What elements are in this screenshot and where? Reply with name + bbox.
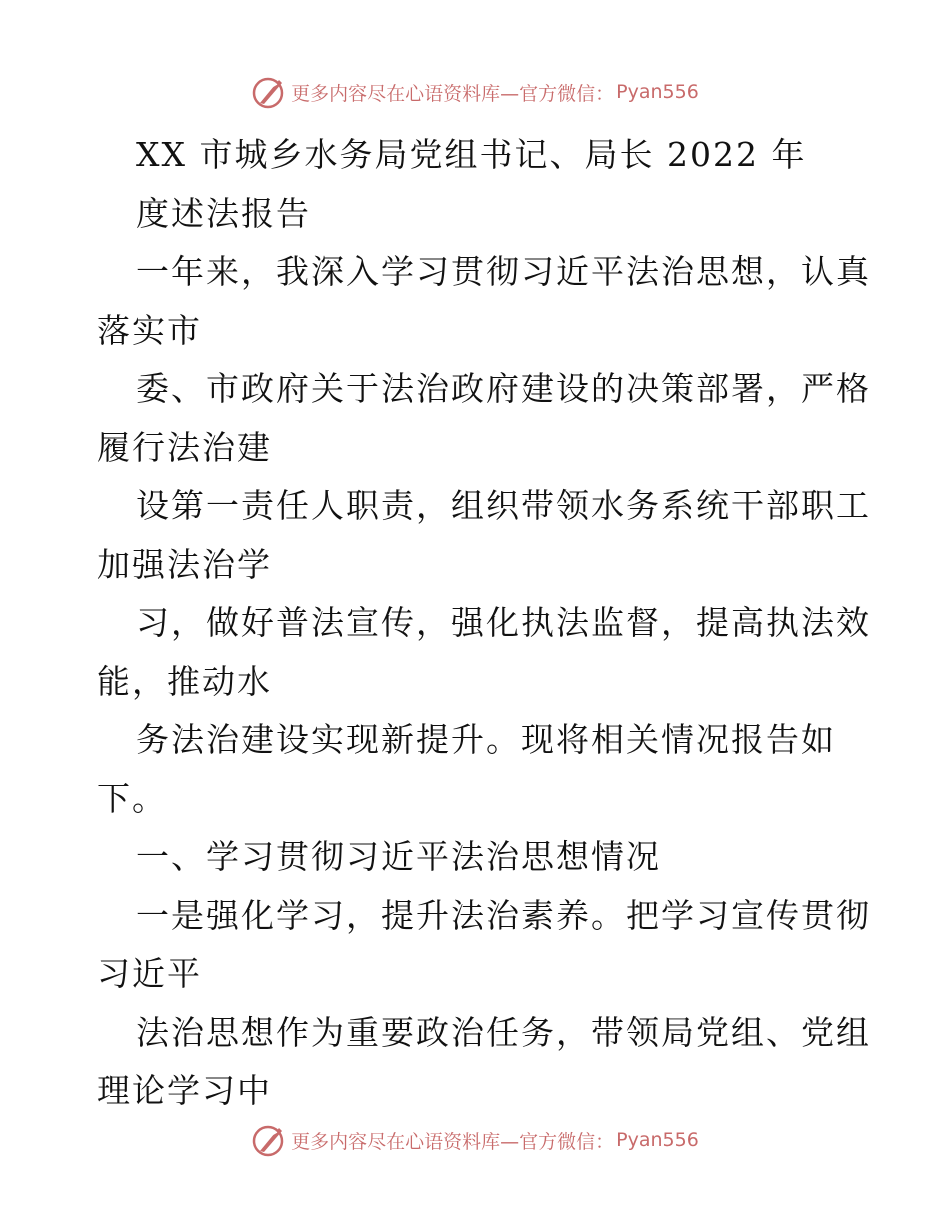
watermark-wechat-id: Pyan556 (616, 1129, 699, 1151)
text-line: 习，做好普法宣传，强化执法监督，提高执法效 (136, 603, 871, 642)
header-watermark (0, 70, 950, 114)
text-line: 下。 (97, 778, 167, 818)
footer-watermark (0, 1118, 950, 1162)
text-line: 加强法治学 (97, 544, 272, 584)
text-line: 习近平 (97, 954, 202, 993)
text-line: 一是强化学习，提升法治素养。把学习宣传贯彻 (136, 895, 871, 935)
text-line: 履行法治建 (97, 427, 272, 467)
watermark-wechat-id: Pyan556 (616, 81, 699, 103)
text-line: 法治思想作为重要政治任务，带领局党组、党组 (136, 1012, 871, 1052)
section-heading: 一、学习贯彻习近平法治思想情况 (136, 837, 661, 876)
text-line: 能，推动水 (97, 661, 272, 701)
watermark-text: 更多内容尽在心语资料库—官方微信： (291, 1130, 615, 1153)
text-line: 务法治建设实现新提升。现将相关情况报告如 (136, 720, 836, 759)
title-line-2: 度述法报告 (136, 193, 311, 233)
text-line: 一年来，我深入学习贯彻习近平法治思想，认真 (136, 252, 871, 291)
quill-pen-logo-icon (251, 74, 287, 110)
text-line: 设第一责任人职责，组织带领水务系统干部职工 (136, 486, 871, 525)
document-body (0, 126, 950, 1121)
quill-pen-logo-icon (251, 1122, 287, 1158)
title-line-1: XX 市城乡水务局党组书记、局长 2022 年 (136, 135, 807, 174)
text-line: 落实市 (97, 310, 202, 350)
watermark-text: 更多内容尽在心语资料库—官方微信： (291, 82, 615, 105)
text-line: 理论学习中 (97, 1071, 272, 1110)
text-line: 委、市政府关于法治政府建设的决策部署，严格 (136, 369, 871, 408)
